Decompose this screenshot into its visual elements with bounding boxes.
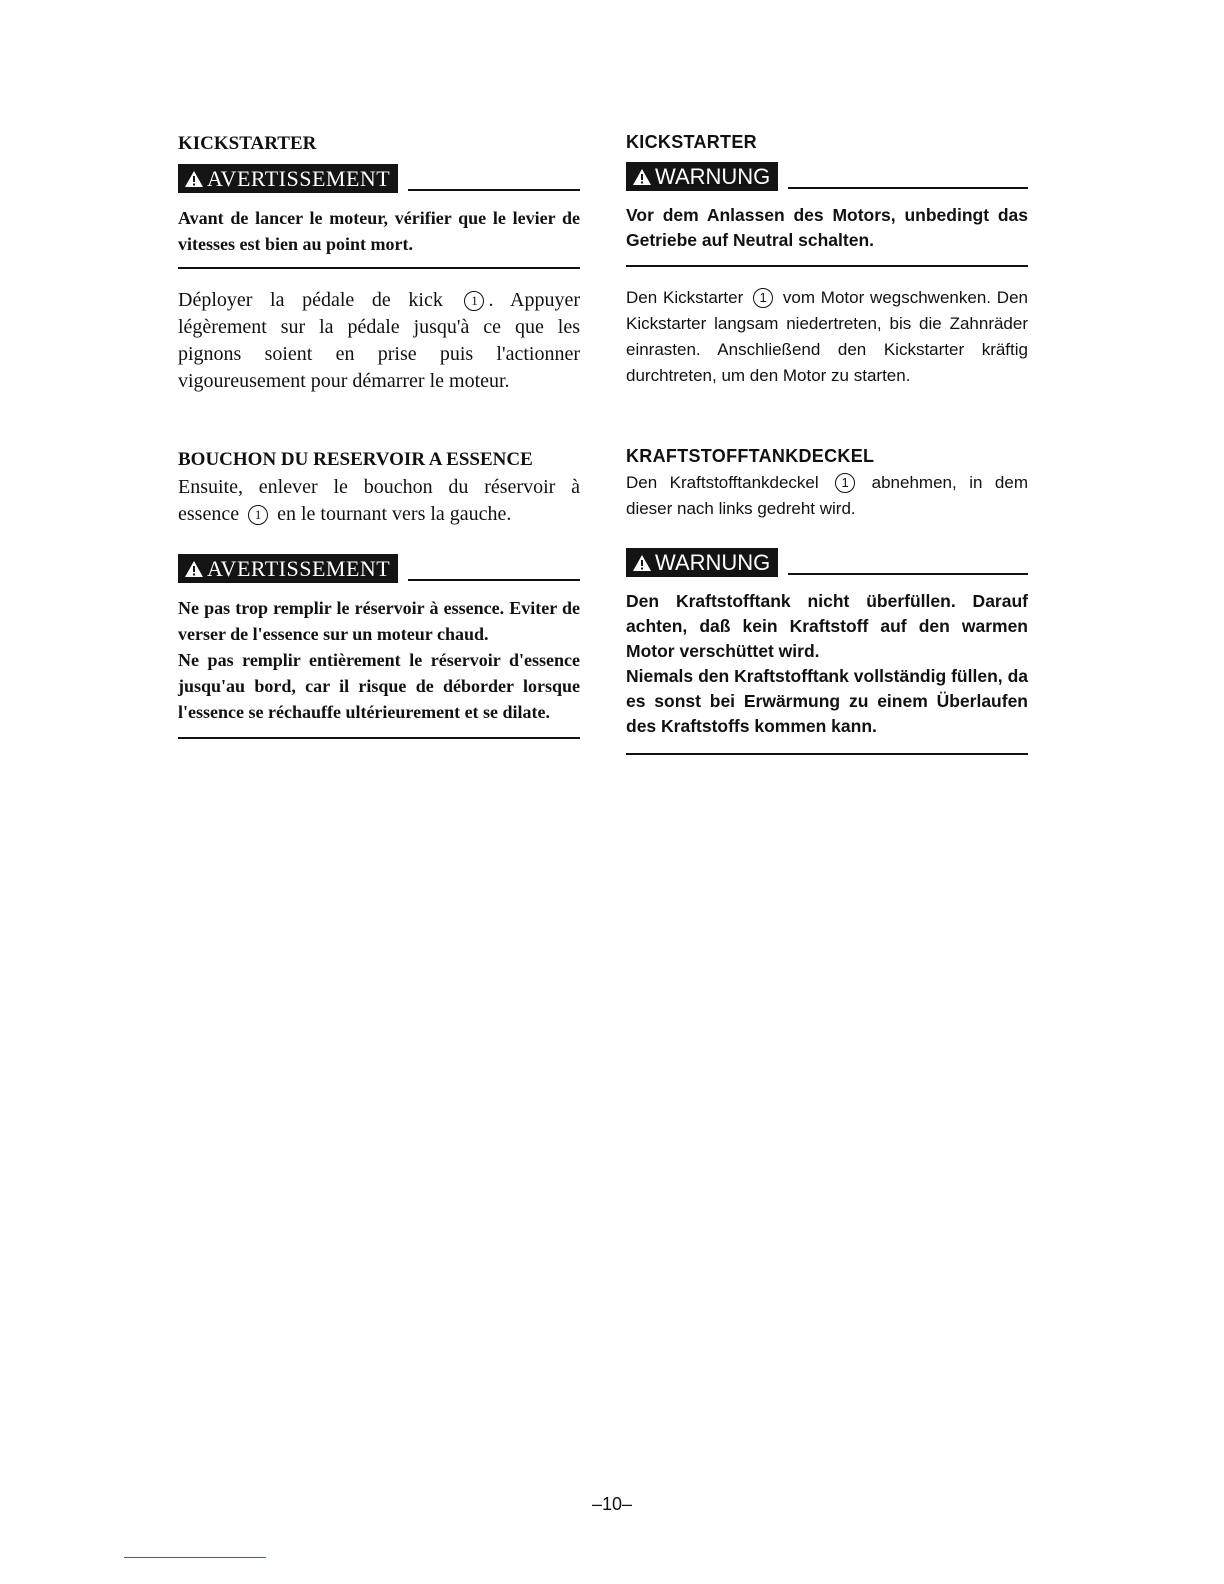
circled-number-icon: 1 bbox=[753, 288, 773, 308]
fr-fuel-warning-header bbox=[178, 554, 580, 583]
de-fuel-warning-text-2: Niemals den Kraftstofftank vollständig füllen, da es sonst bei Erwärmung zu einem Überlaufen des Kraftstoffs kommen kann. bbox=[626, 666, 1028, 736]
body-text: Den Kickstarter bbox=[626, 288, 744, 307]
warning-triangle-icon bbox=[632, 554, 652, 572]
body-text: Ensuite, enlever le bouchon du réservoir à essence bbox=[178, 476, 580, 525]
de-fuel-warning-text-1: Den Kraftstofftank nicht überfüllen. Darauf achten, daß kein Kraftstoff auf den warmen Motor verschüttet wird. bbox=[626, 591, 1028, 661]
warning-rule bbox=[408, 579, 580, 581]
de-fuel-section bbox=[626, 444, 1028, 755]
circled-number-icon: 1 bbox=[248, 505, 268, 525]
body-text: vom Motor wegschwenken. Den Kickstarter langsam niedertreten, bis die Zahnräder einrasten. Anschließend den Kickstarter kräftig durchtreten, um den Motor zu starten. bbox=[626, 288, 1028, 385]
fr-fuel-warning-text-2: Ne pas remplir entièrement le réservoir d'essence jusqu'au bord, car il risque de déborder lorsque l'essence se réchauffe ultérieurement et se dilate. bbox=[178, 650, 580, 722]
warning-rule bbox=[788, 573, 1028, 575]
de-kick-warning-header bbox=[626, 162, 1028, 191]
warning-rule bbox=[408, 189, 580, 191]
warning-label bbox=[626, 548, 778, 577]
warning-end-rule bbox=[178, 267, 580, 269]
de-kick-warning-text: Vor dem Anlassen des Motors, unbedingt das Getriebe auf Neutral schalten. bbox=[626, 205, 1028, 250]
body-text: abnehmen, in dem dieser nach links gedreht wird. bbox=[626, 473, 1028, 518]
warning-label-text: AVERTISSEMENT bbox=[207, 556, 391, 581]
circled-number-icon: 1 bbox=[835, 473, 855, 493]
fr-kickstarter-section bbox=[178, 132, 580, 395]
de-fuel-warning-header bbox=[626, 548, 1028, 577]
fr-kick-body bbox=[178, 287, 580, 395]
warning-end-rule bbox=[626, 265, 1028, 267]
de-fuel-body bbox=[626, 470, 1028, 522]
warning-end-rule bbox=[626, 753, 1028, 755]
warning-end-rule bbox=[178, 737, 580, 739]
warning-label-text: AVERTISSEMENT bbox=[207, 166, 391, 191]
warning-label bbox=[626, 162, 778, 191]
fr-kick-warning-text: Avant de lancer le moteur, vérifier que le levier de vitesses est bien au point mort. bbox=[178, 208, 580, 254]
warning-triangle-icon bbox=[184, 560, 204, 578]
warning-label-text: WARNUNG bbox=[655, 550, 771, 575]
page-number: –10– bbox=[591, 1494, 633, 1514]
fr-kickstarter-heading: KICKSTARTER bbox=[178, 133, 317, 154]
warning-label-text: WARNUNG bbox=[655, 164, 771, 189]
de-fuel-heading: KRAFTSTOFFTANKDECKEL bbox=[626, 446, 875, 466]
warning-triangle-icon bbox=[632, 168, 652, 186]
de-kickstarter-section bbox=[626, 130, 1028, 389]
body-text: Déployer la pédale de kick bbox=[178, 289, 443, 311]
fr-fuel-body bbox=[178, 474, 580, 528]
body-text: en le tournant vers la gauche. bbox=[277, 503, 512, 525]
footer-line bbox=[124, 1557, 266, 1558]
fr-fuel-section bbox=[178, 448, 580, 739]
de-kickstarter-heading: KICKSTARTER bbox=[626, 132, 757, 152]
warning-label bbox=[178, 554, 398, 583]
warning-label bbox=[178, 164, 398, 193]
warning-rule bbox=[788, 187, 1028, 189]
body-text: Den Kraftstofftankdeckel bbox=[626, 473, 819, 492]
circled-number-icon: 1 bbox=[464, 291, 484, 311]
body-text: . Appuyer légèrement sur la pédale jusqu'à ce que les pignons soient en prise puis l'actionner vigoureusement pour démarrer le moteur. bbox=[178, 289, 580, 392]
fr-kick-warning-header bbox=[178, 164, 580, 193]
fr-fuel-heading: BOUCHON DU RESERVOIR A ESSENCE bbox=[178, 449, 533, 470]
warning-triangle-icon bbox=[184, 170, 204, 188]
de-kick-body bbox=[626, 285, 1028, 389]
fr-fuel-warning-text-1: Ne pas trop remplir le réservoir à essence. Eviter de verser de l'essence sur un moteur chaud. bbox=[178, 598, 580, 644]
